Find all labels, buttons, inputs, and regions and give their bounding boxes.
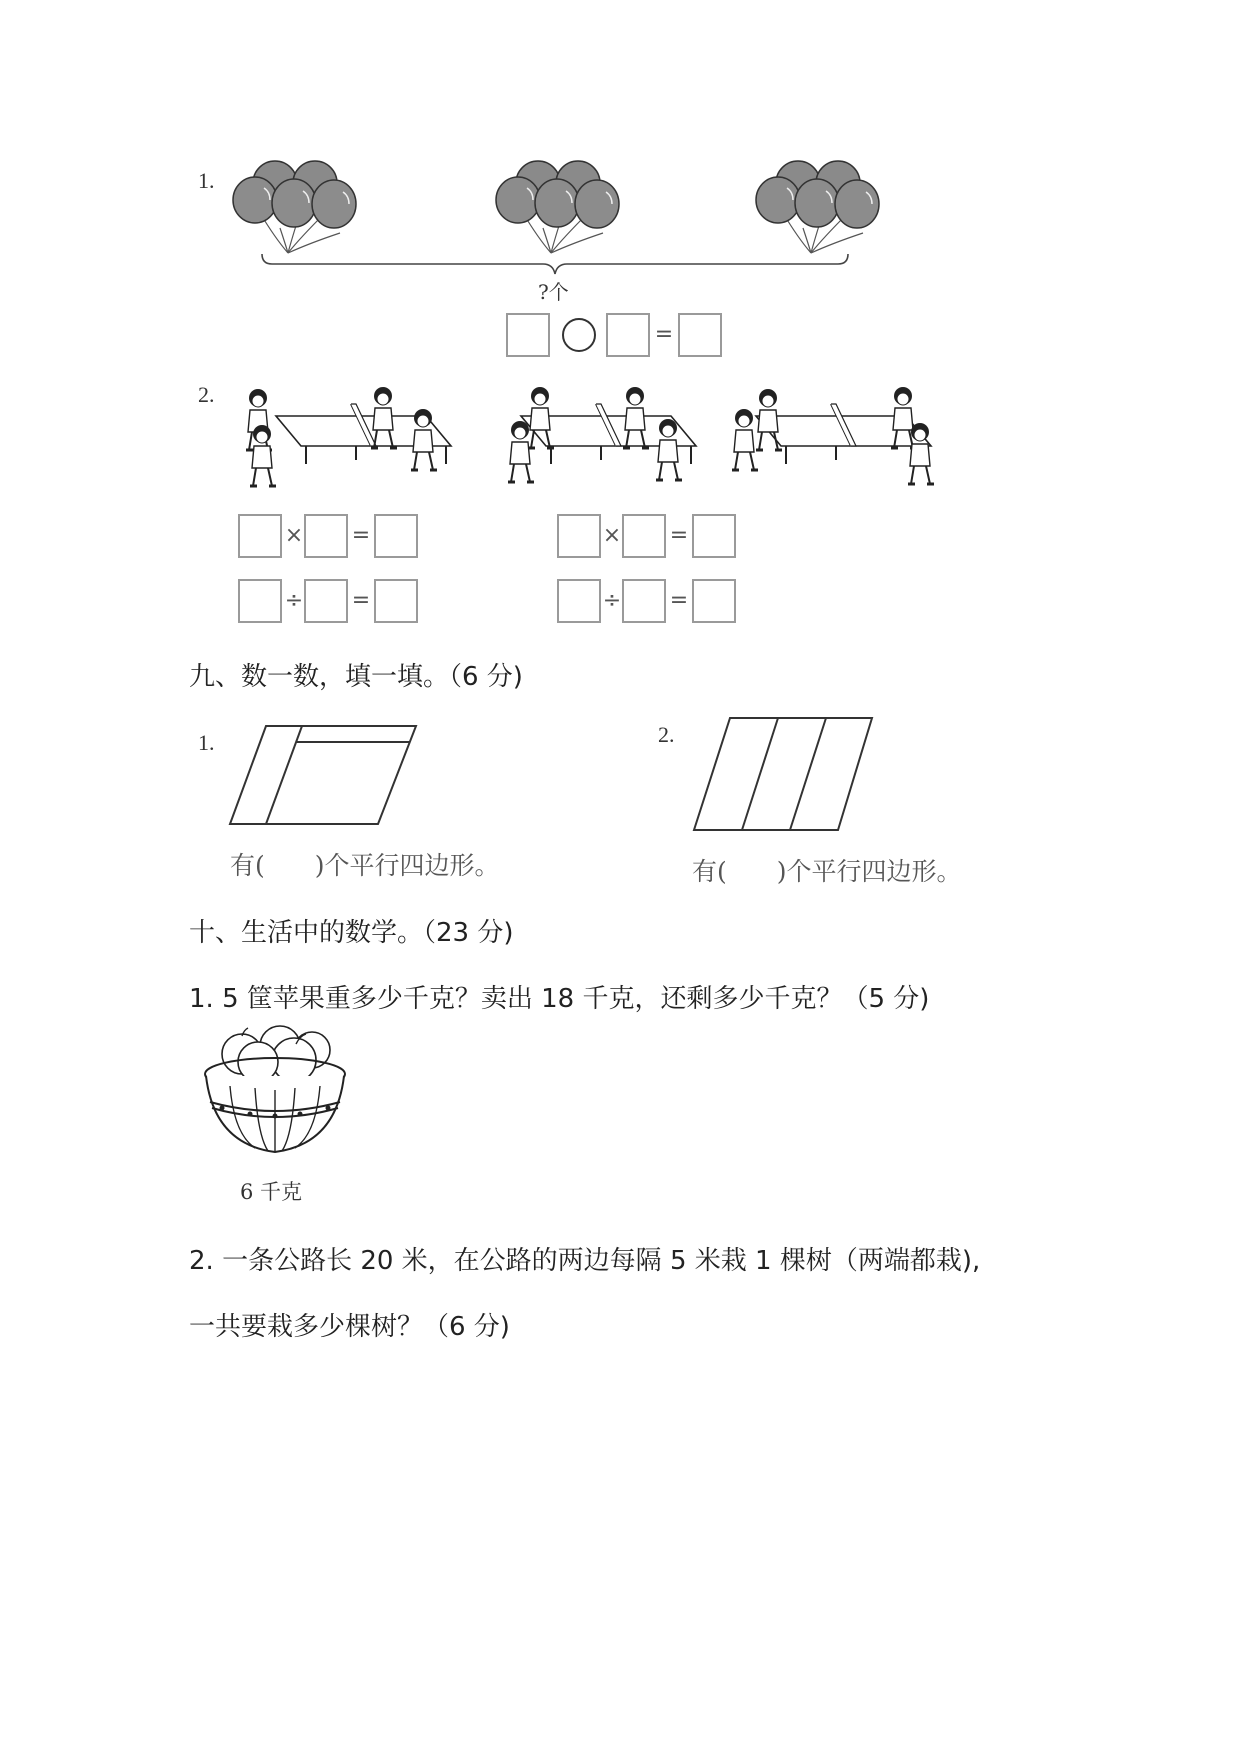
parallelogram-figure-1 <box>228 720 424 830</box>
answer-box[interactable] <box>238 579 282 623</box>
equals-sign: = <box>351 523 371 548</box>
question-2-number: 2. <box>198 382 215 407</box>
balloon-bunch-3 <box>756 161 879 253</box>
shape-answer-2[interactable]: 有( )个平行四边形。 <box>692 857 962 886</box>
brace-label: ?个 <box>538 280 569 304</box>
word-problem-2-line-1: 2. 一条公路长 20 米，在公路的两边每隔 5 米栽 1 棵树（两端都栽), <box>189 1246 981 1276</box>
answer-box[interactable] <box>692 514 736 558</box>
divide-sign: ÷ <box>602 588 622 613</box>
shape-question-2-number: 2. <box>658 722 675 747</box>
answer-box[interactable] <box>557 514 601 558</box>
parallelogram-figure-2 <box>692 712 876 836</box>
section-10-heading: 十、生活中的数学。（23 分) <box>189 918 514 948</box>
answer-box[interactable] <box>692 579 736 623</box>
divide-sign: ÷ <box>284 588 304 613</box>
times-sign: × <box>284 523 304 548</box>
question-1-number: 1. <box>198 168 215 193</box>
answer-box[interactable] <box>304 579 348 623</box>
word-problem-2-line-2: 一共要栽多少棵树？（6 分) <box>189 1312 510 1342</box>
answer-box[interactable] <box>374 514 418 558</box>
total-brace <box>260 252 850 276</box>
section-9-heading: 九、数一数，填一填。（6 分) <box>189 662 523 692</box>
equals-sign: = <box>669 523 689 548</box>
shape-answer-1[interactable]: 有( )个平行四边形。 <box>230 851 500 880</box>
answer-box[interactable] <box>678 313 722 357</box>
answer-box[interactable] <box>622 579 666 623</box>
basket-weight-label: 6 千克 <box>240 1180 303 1204</box>
word-problem-1: 1. 5 筐苹果重多少千克？卖出 18 千克，还剩多少千克？（5 分) <box>189 984 930 1014</box>
balloon-bunch-2 <box>496 161 619 253</box>
times-sign: × <box>602 523 622 548</box>
equals-sign: = <box>654 322 674 347</box>
apple-basket-figure <box>200 1024 350 1164</box>
answer-box[interactable] <box>506 313 550 357</box>
balloon-bunch-1 <box>233 161 356 253</box>
operator-circle[interactable] <box>562 318 596 352</box>
answer-box[interactable] <box>238 514 282 558</box>
equals-sign: = <box>351 588 371 613</box>
table-tennis-figure <box>236 378 956 492</box>
answer-box[interactable] <box>304 514 348 558</box>
answer-box[interactable] <box>606 313 650 357</box>
answer-box[interactable] <box>622 514 666 558</box>
answer-box[interactable] <box>374 579 418 623</box>
shape-question-1-number: 1. <box>198 730 215 755</box>
equals-sign: = <box>669 588 689 613</box>
answer-box[interactable] <box>557 579 601 623</box>
